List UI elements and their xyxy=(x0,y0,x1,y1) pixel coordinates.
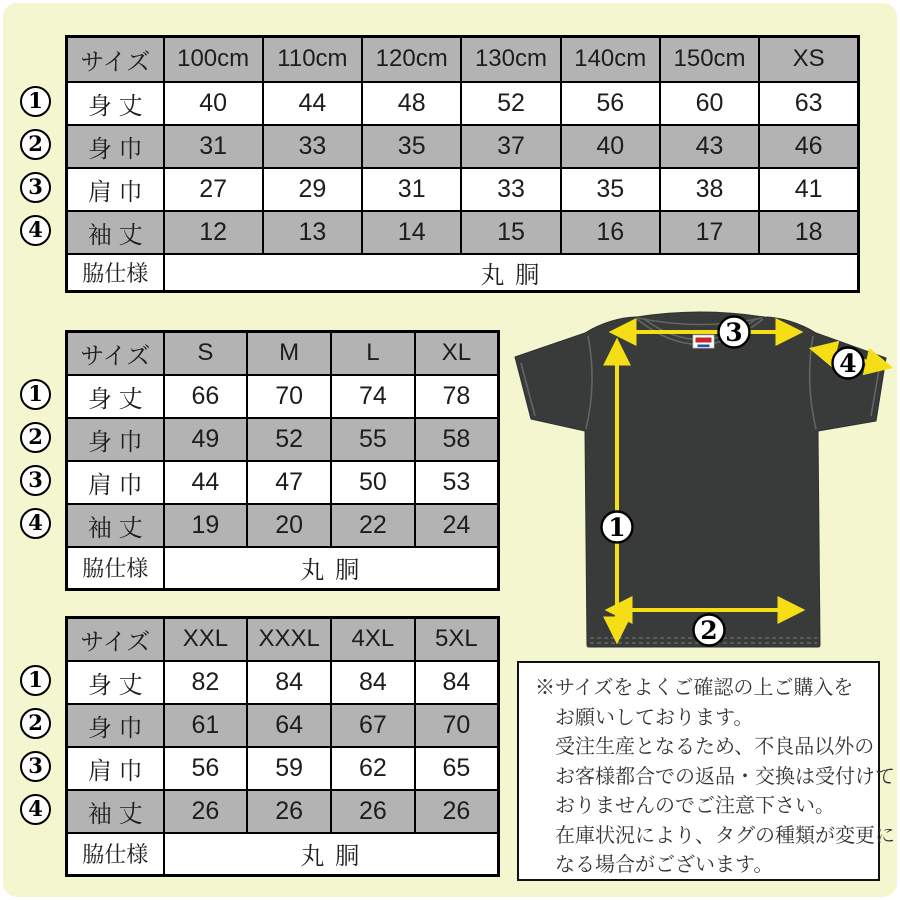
measure-row xyxy=(67,504,499,547)
measure-value: 37 xyxy=(461,125,560,168)
measure-value: 41 xyxy=(759,168,858,211)
measure-value: 22 xyxy=(331,504,415,547)
measure-row xyxy=(67,418,499,461)
measure-value: 52 xyxy=(247,418,331,461)
size-label-header: サイズ xyxy=(67,618,164,661)
measure-row xyxy=(67,461,499,504)
measure-value: 40 xyxy=(561,125,660,168)
size-header-cell: XL xyxy=(415,332,499,375)
measure-value: 84 xyxy=(415,661,499,704)
measure-value: 17 xyxy=(660,211,759,254)
measure-value: 44 xyxy=(263,82,362,125)
measure-value: 43 xyxy=(660,125,759,168)
circled-number-2: 2 xyxy=(20,422,51,453)
measure-value: 63 xyxy=(759,82,858,125)
measure-value: 48 xyxy=(362,82,461,125)
size-header-cell: M xyxy=(247,332,331,375)
measure-value: 35 xyxy=(362,125,461,168)
measure-row xyxy=(67,211,859,254)
measure-value: 15 xyxy=(461,211,560,254)
note-line: 在庫状況により、タグの種類が変更に xyxy=(555,824,895,847)
note-line: なる場合がございます。 xyxy=(555,854,774,876)
measure-value: 67 xyxy=(331,704,415,747)
measure-value: 84 xyxy=(247,661,331,704)
measure-value: 24 xyxy=(415,504,499,547)
size-header-cell: 110cm xyxy=(263,37,362,82)
note-line: 受注生産となるため、不良品以外の xyxy=(555,736,875,758)
measure-label: 袖 丈 xyxy=(67,504,164,547)
measure-label: 身 丈 xyxy=(67,375,164,418)
note-line: お願いしております。 xyxy=(555,706,754,729)
measure-value: 20 xyxy=(247,504,331,547)
note-line: おりませんのでご注意下さい。 xyxy=(555,795,835,817)
measure-marker-2 xyxy=(694,615,725,646)
svg-text:3: 3 xyxy=(725,318,743,347)
measure-label: 肩 巾 xyxy=(67,747,164,790)
circled-number-3: 3 xyxy=(20,172,51,203)
measure-value: 49 xyxy=(164,418,248,461)
measure-value: 18 xyxy=(759,211,858,254)
measure-value: 38 xyxy=(660,168,759,211)
circled-number-2: 2 xyxy=(20,129,51,160)
measure-value: 59 xyxy=(247,747,331,790)
note-line: お客様都合での返品・交換は受付けて xyxy=(555,765,895,788)
size-header-cell: 140cm xyxy=(561,37,660,82)
measure-row xyxy=(67,790,499,833)
measure-label: 身 巾 xyxy=(67,125,164,168)
circled-number-1: 1 xyxy=(20,379,51,410)
measure-value: 44 xyxy=(164,461,248,504)
purchase-note xyxy=(517,661,895,881)
size-label-header: サイズ xyxy=(67,37,164,82)
measure-row xyxy=(67,747,499,790)
measure-value: 50 xyxy=(331,461,415,504)
measure-row xyxy=(67,168,859,211)
circled-number-3: 3 xyxy=(20,465,51,496)
measure-value: 55 xyxy=(331,418,415,461)
size-table-kids xyxy=(65,35,860,293)
measure-value: 56 xyxy=(164,747,248,790)
measure-value: 13 xyxy=(263,211,362,254)
measure-value: 26 xyxy=(247,790,331,833)
size-label-header: サイズ xyxy=(67,332,164,375)
measure-marker-3 xyxy=(719,317,750,348)
circled-number-3: 3 xyxy=(20,751,51,782)
circled-number-2: 2 xyxy=(20,708,51,739)
measure-value: 16 xyxy=(561,211,660,254)
measure-value: 47 xyxy=(247,461,331,504)
note-line: ※サイズをよくご確認の上ご購入を xyxy=(535,677,854,699)
svg-text:2: 2 xyxy=(700,616,718,645)
measure-row xyxy=(67,704,499,747)
side-spec-label: 脇仕様 xyxy=(67,254,164,292)
size-header-cell: XS xyxy=(759,37,858,82)
measure-marker-4 xyxy=(833,348,864,379)
measure-value: 56 xyxy=(561,82,660,125)
measure-value: 12 xyxy=(164,211,263,254)
measure-value: 70 xyxy=(247,375,331,418)
measure-value: 62 xyxy=(331,747,415,790)
measure-value: 74 xyxy=(331,375,415,418)
measure-value: 26 xyxy=(415,790,499,833)
size-table-adult xyxy=(65,330,500,591)
size-table-adult xyxy=(65,330,500,591)
measure-value: 46 xyxy=(759,125,858,168)
measure-value: 26 xyxy=(164,790,248,833)
size-header-cell: XXXL xyxy=(247,618,331,661)
size-header-cell: XXL xyxy=(164,618,248,661)
tshirt-diagram xyxy=(505,300,900,660)
measure-row xyxy=(67,125,859,168)
measure-value: 31 xyxy=(362,168,461,211)
circled-number-4: 4 xyxy=(20,508,51,539)
measure-value: 65 xyxy=(415,747,499,790)
size-header-cell: S xyxy=(164,332,248,375)
measure-value: 14 xyxy=(362,211,461,254)
measure-label: 袖 丈 xyxy=(67,211,164,254)
measure-row xyxy=(67,375,499,418)
measure-value: 27 xyxy=(164,168,263,211)
side-spec-label: 脇仕様 xyxy=(67,833,164,876)
circled-number-4: 4 xyxy=(20,215,51,246)
measure-label: 袖 丈 xyxy=(67,790,164,833)
measure-row xyxy=(67,661,499,704)
size-header-cell: 120cm xyxy=(362,37,461,82)
size-table-big xyxy=(65,616,500,877)
circled-number-4: 4 xyxy=(20,794,51,825)
measure-label: 身 丈 xyxy=(67,661,164,704)
measure-label: 身 巾 xyxy=(67,418,164,461)
size-header-cell: 130cm xyxy=(461,37,560,82)
measure-value: 33 xyxy=(461,168,560,211)
measure-value: 29 xyxy=(263,168,362,211)
measure-value: 33 xyxy=(263,125,362,168)
side-spec-value: 丸 胴 xyxy=(164,547,499,590)
measure-value: 64 xyxy=(247,704,331,747)
measure-value: 19 xyxy=(164,504,248,547)
measure-value: 70 xyxy=(415,704,499,747)
size-header-cell: 100cm xyxy=(164,37,263,82)
measure-value: 26 xyxy=(331,790,415,833)
side-spec-value: 丸 胴 xyxy=(164,833,499,876)
measure-label: 身 丈 xyxy=(67,82,164,125)
size-table-kids xyxy=(65,35,860,293)
size-header-cell: L xyxy=(331,332,415,375)
measure-label: 肩 巾 xyxy=(67,461,164,504)
size-header-cell: 5XL xyxy=(415,618,499,661)
circled-number-1: 1 xyxy=(20,86,51,117)
measure-value: 35 xyxy=(561,168,660,211)
measure-value: 60 xyxy=(660,82,759,125)
measure-value: 53 xyxy=(415,461,499,504)
measure-row xyxy=(67,82,859,125)
tshirt-body xyxy=(515,312,886,647)
measure-label: 身 巾 xyxy=(67,704,164,747)
measure-value: 84 xyxy=(331,661,415,704)
measure-value: 61 xyxy=(164,704,248,747)
brand-tag xyxy=(693,335,714,348)
measure-value: 78 xyxy=(415,375,499,418)
circled-number-1: 1 xyxy=(20,665,51,696)
size-table-big xyxy=(65,616,500,877)
measure-value: 40 xyxy=(164,82,263,125)
svg-text:4: 4 xyxy=(839,349,857,378)
measure-value: 52 xyxy=(461,82,560,125)
measure-value: 58 xyxy=(415,418,499,461)
side-spec-value: 丸 胴 xyxy=(164,254,859,292)
measure-label: 肩 巾 xyxy=(67,168,164,211)
measure-value: 31 xyxy=(164,125,263,168)
measure-value: 82 xyxy=(164,661,248,704)
size-header-cell: 4XL xyxy=(331,618,415,661)
size-header-cell: 150cm xyxy=(660,37,759,82)
side-spec-label: 脇仕様 xyxy=(67,547,164,590)
svg-text:1: 1 xyxy=(608,513,626,542)
measure-marker-1 xyxy=(602,512,633,543)
measure-value: 66 xyxy=(164,375,248,418)
